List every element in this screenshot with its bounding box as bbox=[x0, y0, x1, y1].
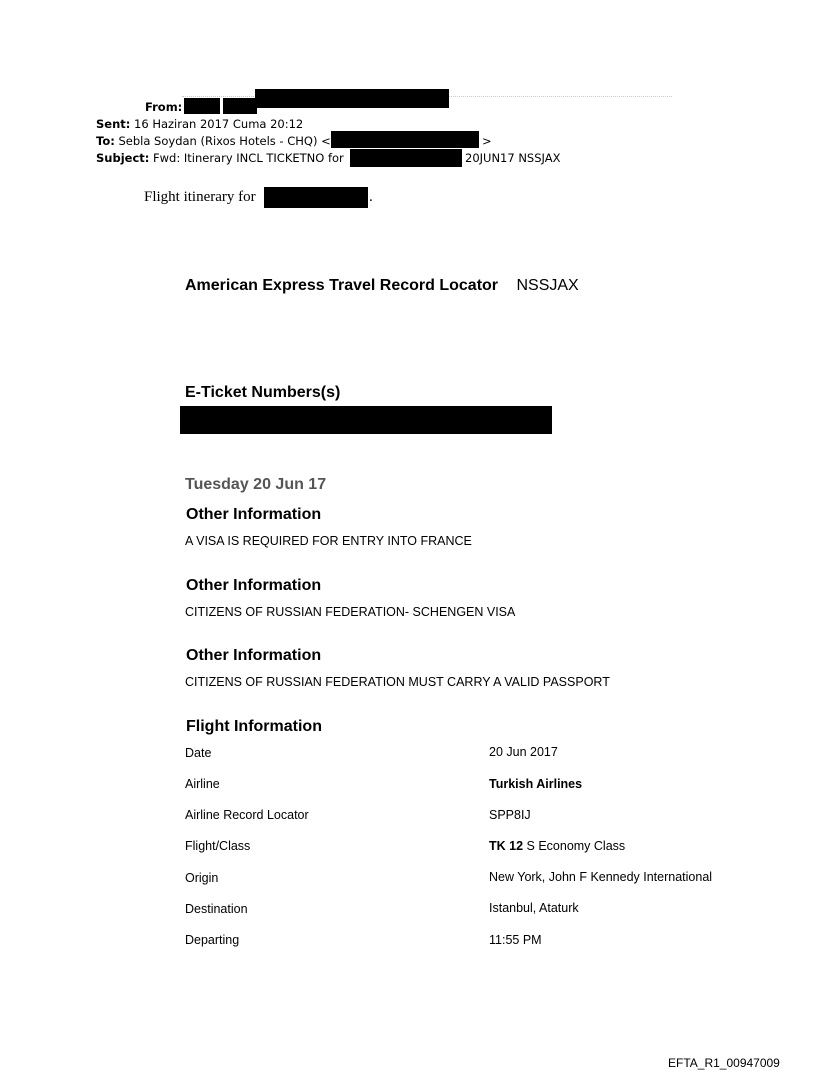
email-to-row bbox=[96, 134, 331, 148]
redaction-eticket-numbers bbox=[180, 406, 552, 434]
flight-row-value-airline: Turkish Airlines bbox=[489, 777, 583, 791]
flight-row-value-origin: New York, John F Kennedy International bbox=[489, 870, 713, 884]
intro-text: Flight itinerary for bbox=[144, 189, 256, 205]
other-info-text-3: CITIZENS OF RUSSIAN FEDERATION MUST CARRY A VALID PASSPORT bbox=[185, 675, 610, 689]
email-sent-row bbox=[96, 117, 303, 131]
email-subject-row bbox=[96, 151, 344, 165]
redaction-to-email bbox=[331, 131, 479, 148]
itinerary-date-heading: Tuesday 20 Jun 17 bbox=[185, 476, 327, 493]
other-info-text-2: CITIZENS OF RUSSIAN FEDERATION- SCHENGEN VISA bbox=[185, 605, 516, 619]
flight-class: S Economy Class bbox=[523, 839, 626, 853]
email-from-label: From: bbox=[145, 100, 183, 114]
flight-row-label-airline: Airline bbox=[185, 777, 220, 791]
email-to-label: To: bbox=[96, 134, 115, 148]
other-info-text-1: A VISA IS REQUIRED FOR ENTRY INTO FRANCE bbox=[185, 534, 472, 548]
redaction-from-email bbox=[255, 89, 449, 108]
flight-row-value-date: 20 Jun 2017 bbox=[489, 745, 558, 759]
flight-row-label-date: Date bbox=[185, 746, 212, 760]
flight-row-label-class: Flight/Class bbox=[185, 839, 251, 853]
email-subject-suffix: 20JUN17 NSSJAX bbox=[465, 151, 561, 165]
other-info-title-2: Other Information bbox=[186, 577, 322, 594]
email-subject-label: Subject: bbox=[96, 151, 150, 165]
redaction-from-last bbox=[223, 98, 257, 114]
record-locator-value: NSSJAX bbox=[516, 277, 579, 294]
document-id: EFTA_R1_00947009 bbox=[668, 1056, 780, 1070]
flight-row-label-destination: Destination bbox=[185, 902, 248, 916]
other-info-title-3: Other Information bbox=[186, 647, 322, 664]
record-locator-label: American Express Travel Record Locator bbox=[185, 277, 499, 294]
email-to-value: Sebla Soydan (Rixos Hotels - CHQ) < bbox=[118, 134, 331, 148]
flight-info-title: Flight Information bbox=[186, 718, 322, 735]
flight-row-value-destination: Istanbul, Ataturk bbox=[489, 901, 579, 915]
redaction-from-first bbox=[184, 98, 220, 114]
email-from-row bbox=[145, 100, 182, 114]
redaction-subject-name bbox=[350, 149, 462, 167]
email-to-suffix: > bbox=[482, 134, 492, 148]
record-locator bbox=[185, 277, 579, 295]
flight-row-value-class bbox=[489, 839, 625, 853]
flight-row-label-origin: Origin bbox=[185, 871, 219, 885]
email-sent-label: Sent: bbox=[96, 117, 131, 131]
email-sent-value: 16 Haziran 2017 Cuma 20:12 bbox=[134, 117, 304, 131]
email-subject-value: Fwd: Itinerary INCL TICKETNO for bbox=[153, 151, 344, 165]
intro-end: . bbox=[369, 189, 373, 205]
flight-number: TK 12 bbox=[489, 839, 524, 853]
flight-row-label-record-locator: Airline Record Locator bbox=[185, 808, 309, 822]
flight-row-value-departing: 11:55 PM bbox=[489, 933, 542, 947]
redaction-intro-name bbox=[264, 187, 368, 208]
flight-row-value-record-locator: SPP8IJ bbox=[489, 808, 531, 822]
flight-row-label-departing: Departing bbox=[185, 933, 240, 947]
other-info-title-1: Other Information bbox=[186, 506, 322, 523]
eticket-title: E-Ticket Numbers(s) bbox=[185, 384, 341, 401]
